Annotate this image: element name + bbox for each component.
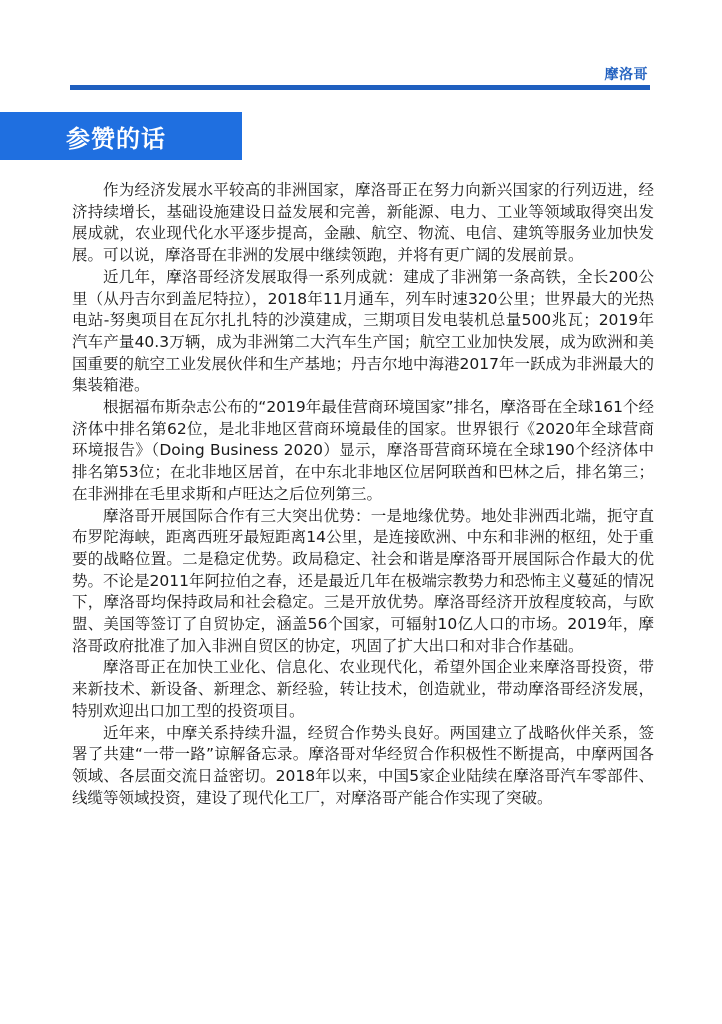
paragraph-3: 根据福布斯杂志公布的“2019年最佳营商环境国家”排名，摩洛哥在全球161个经济体中排名第62位，是北非地区营商环境最佳的国家。世界银行《2020年全球营商环境报告》（Doing Business 2020）显示，摩洛哥营商环境在全球190个经济体中排名第53位；在北非地区居首，在中东北非地区位居阿联酋和巴林之后，排名第三；在非洲排在毛里求斯和卢旺达之后位列第三。 [72,398,654,503]
body-text [72,180,654,809]
paragraph-5: 摩洛哥正在加快工业化、信息化、农业现代化，希望外国企业来摩洛哥投资，带来新技术、新设备、新理念、新经验，转让技术，创造就业，带动摩洛哥经济发展，特别欢迎出口加工型的投资项目。 [72,658,654,720]
paragraph-2: 近几年，摩洛哥经济发展取得一系列成就：建成了非洲第一条高铁，全长200公里（从丹吉尔到盖尼特拉），2018年11月通车，列车时速320公里；世界最大的光热电站-努奥项目在瓦尔扎扎特的沙漠建成，三期项目发电装机总量500兆瓦；2019年汽车产量40.3万辆，成为非洲第二大汽车生产国；航空工业加快发展，成为欧洲和美国重要的航空工业发展伙伴和生产基地；丹吉尔地中海港2017年一跃成为非洲最大的集装箱港。 [72,267,654,395]
running-head-title: 摩洛哥 [604,67,648,83]
section-banner [0,112,242,160]
section-title: 参赞的话 [66,124,166,153]
paragraph-4: 摩洛哥开展国际合作有三大突出优势：一是地缘优势。地处非洲西北端，扼守直布罗陀海峡，距离西班牙最短距离14公里，是连接欧洲、中东和非洲的枢纽，处于重要的战略位置。二是稳定优势。政局稳定、社会和谐是摩洛哥开展国际合作最大的优势。不论是2011年阿拉伯之春，还是最近几年在极端宗教势力和恐怖主义蔓延的情况下，摩洛哥均保持政局和社会稳定。三是开放优势。摩洛哥经济开放程度较高，与欧盟、美国等签订了自贸协定，涵盖56个国家，可辐射10亿人口的市场。2019年，摩洛哥政府批准了加入非洲自贸区的协定，巩固了扩大出口和对非合作基础。 [72,506,654,655]
header-rule [70,85,650,90]
paragraph-1: 作为经济发展水平较高的非洲国家，摩洛哥正在努力向新兴国家的行列迈进，经济持续增长，基础设施建设日益发展和完善，新能源、电力、工业等领域取得突出发展成就，农业现代化水平逐步提高，金融、航空、物流、电信、建筑等服务业加快发展。可以说，摩洛哥在非洲的发展中继续领跑，并将有更广阔的发展前景。 [72,181,654,265]
paragraph-6: 近年来，中摩关系持续升温，经贸合作势头良好。两国建立了战略伙伴关系，签署了共建“一带一路”谅解备忘录。摩洛哥对华经贸合作积极性不断提高，中摩两国各领域、各层面交流日益密切。2018年以来，中国5家企业陆续在摩洛哥汽车零部件、线缆等领域投资，建设了现代化工厂，对摩洛哥产能合作实现了突破。 [72,723,654,807]
